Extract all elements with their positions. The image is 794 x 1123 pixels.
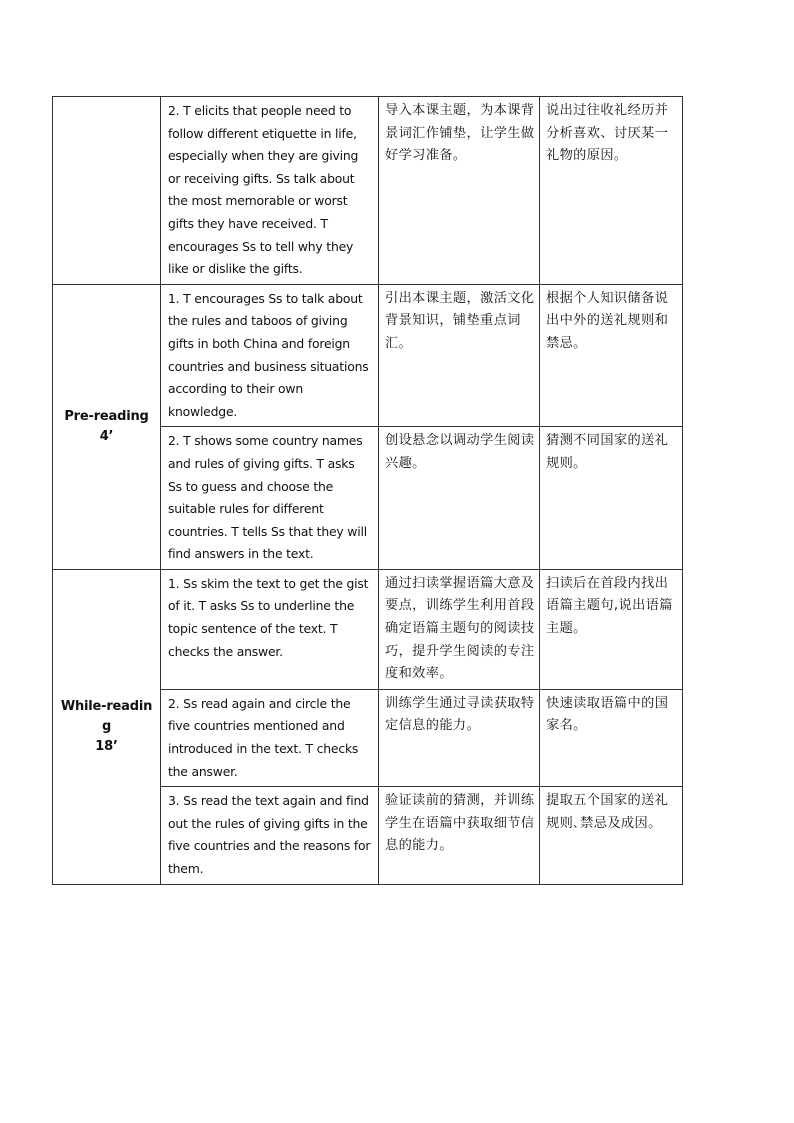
outcome-cell: 根据个人知识储备说出中外的送礼规则和禁忌。 <box>540 284 683 427</box>
outcome-cell: 说出过往收礼经历并分析喜欢、讨厌某一礼物的原因。 <box>540 97 683 285</box>
outcome-cell: 提取五个国家的送礼规则､禁忌及成因。 <box>540 787 683 884</box>
lesson-plan-table <box>52 96 683 885</box>
activity-cell: 2. Ss read again and circle the five countries mentioned and introduced in the text. T checks the answer. <box>161 689 379 786</box>
stage-time: 4’ <box>99 428 114 444</box>
activity-cell: 2. T elicits that people need to follow different etiquette in life, especially when they are giving or receiving gifts. Ss talk about the most memorable or worst gifts they have received. T encourages Ss to tell why they like or dislike the gifts. <box>161 97 379 285</box>
stage-time: 18’ <box>95 738 118 754</box>
stage-name: Pre-reading <box>64 408 149 424</box>
activity-cell: 2. T shows some country names and rules of giving gifts. T asks Ss to guess and choose the suitable rules for different countries. T tells Ss that they will find answers in the text. <box>161 427 379 570</box>
stage-cell-pre-reading <box>53 284 161 569</box>
purpose-cell: 引出本课主题，激活文化背景知识，铺垫重点词汇。 <box>379 284 540 427</box>
stage-name: While-reading <box>60 698 153 734</box>
table-row <box>53 97 683 285</box>
purpose-cell: 创设悬念以调动学生阅读兴趣。 <box>379 427 540 570</box>
outcome-cell: 扫读后在首段内找出语篇主题句,说出语篇主题。 <box>540 569 683 689</box>
activity-cell: 1. Ss skim the text to get the gist of it. T asks Ss to underline the topic sentence of the text. T checks the answer. <box>161 569 379 689</box>
purpose-cell: 验证读前的猜测，并训练学生在语篇中获取细节信息的能力。 <box>379 787 540 884</box>
activity-cell: 1. T encourages Ss to talk about the rules and taboos of giving gifts in both China and foreign countries and business situations according to their own knowledge. <box>161 284 379 427</box>
purpose-cell: 通过扫读掌握语篇大意及要点，训练学生利用首段确定语篇主题句的阅读技巧，提升学生阅读的专注度和效率。 <box>379 569 540 689</box>
stage-cell-empty <box>53 97 161 285</box>
table-row <box>53 284 683 427</box>
stage-cell-while-reading <box>53 569 161 884</box>
purpose-cell: 导入本课主题，为本课背景词汇作铺垫，让学生做好学习准备。 <box>379 97 540 285</box>
outcome-cell: 快速读取语篇中的国家名。 <box>540 689 683 786</box>
table-row <box>53 569 683 689</box>
purpose-cell: 训练学生通过寻读获取特定信息的能力。 <box>379 689 540 786</box>
outcome-cell: 猜测不同国家的送礼规则。 <box>540 427 683 570</box>
activity-cell: 3. Ss read the text again and find out the rules of giving gifts in the five countries and the reasons for them. <box>161 787 379 884</box>
